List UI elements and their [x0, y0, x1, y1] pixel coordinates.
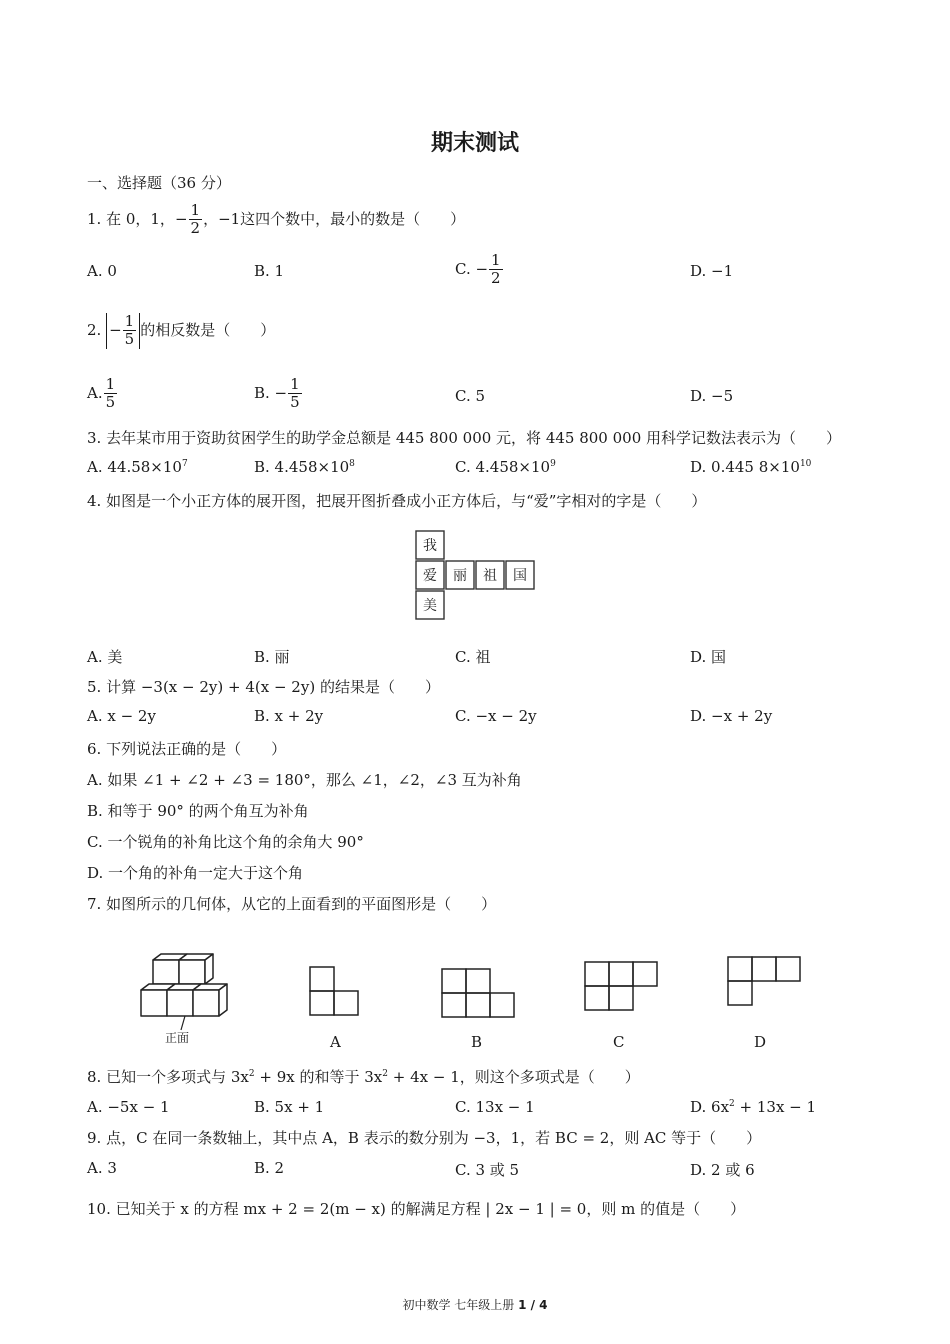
- q7-label-d: D: [754, 1033, 767, 1051]
- page-number: 1 / 4: [518, 1298, 548, 1312]
- q2-num: 2.: [87, 320, 102, 339]
- q9-option-c[interactable]: C. 3 或 5: [455, 1161, 520, 1179]
- q7-d-cell-3: [776, 957, 800, 981]
- q4-option-c[interactable]: C. 祖: [455, 648, 491, 666]
- q7-c-cell-2: [609, 962, 633, 986]
- q3-option-c[interactable]: [455, 458, 556, 476]
- net-char-4: 祖: [483, 568, 497, 584]
- q2-a-den: 5: [105, 393, 116, 412]
- solid-back-face-1: [153, 960, 179, 984]
- q7-figure-b[interactable]: [440, 967, 520, 1022]
- q7-d-cell-2: [752, 957, 776, 981]
- q7-c-cell-3: [633, 962, 657, 986]
- q2-option-d[interactable]: D. −5: [690, 387, 734, 405]
- q7-figure-a[interactable]: [308, 965, 363, 1020]
- q6-option-c[interactable]: C. 一个锐角的补角比这个角的余角大 90°: [87, 833, 364, 851]
- q5-option-b[interactable]: B. x + 2y: [254, 707, 324, 725]
- q5-option-c[interactable]: C. −x − 2y: [455, 707, 537, 725]
- q3-d-exp: 10: [799, 459, 812, 469]
- q2-a-fraction: [104, 376, 118, 412]
- q8-option-d[interactable]: [690, 1098, 816, 1116]
- front-label: 正面: [165, 1031, 190, 1045]
- q1-stem-a: 1. 在 0，1，: [87, 209, 175, 228]
- q8-stem-a: 8. 已知一个多项式与 3x: [87, 1068, 249, 1086]
- q1-option-a[interactable]: A. 0: [87, 262, 117, 280]
- q7-c-cell-4: [585, 986, 609, 1010]
- q2-a-prefix: A.: [87, 383, 103, 402]
- q3-c-exp: 9: [550, 459, 556, 469]
- q7-b-cell-5: [490, 993, 514, 1017]
- page-title: 期末测试: [430, 131, 519, 156]
- q5-option-a[interactable]: A. x − 2y: [87, 707, 156, 725]
- question-7-stem: 7. 如图所示的几何体，从它的上面看到的平面图形是（ ）: [87, 895, 497, 913]
- q7-figure-d[interactable]: [726, 955, 806, 1010]
- q2-b-prefix: B. −: [254, 383, 288, 402]
- q7-b-cell-2: [466, 969, 490, 993]
- q5-option-d[interactable]: D. −x + 2y: [690, 707, 773, 725]
- net-char-1: 我: [423, 538, 437, 554]
- q2-option-b[interactable]: [254, 376, 303, 412]
- q7-a-cell-1: [310, 967, 334, 991]
- q1-frac-num: 1: [190, 201, 201, 219]
- q2-fraction: [123, 313, 137, 349]
- q8-option-a[interactable]: A. −5x − 1: [87, 1098, 170, 1116]
- cube-net-figure: [415, 530, 535, 620]
- q8-stem-b-exp: 2: [382, 1069, 388, 1079]
- q2-frac-den: 5: [124, 330, 135, 349]
- q7-label-b: B: [471, 1033, 483, 1051]
- question-3-stem: 3. 去年某市用于资助贫困学生的助学金总额是 445 800 000 元，将 445 800 000 用科学记数法表示为（ ）: [87, 429, 842, 447]
- q1-c-den: 2: [491, 269, 501, 288]
- q7-label-a: A: [330, 1033, 341, 1051]
- q6-option-a[interactable]: A. 如果 ∠1 + ∠2 + ∠3 = 180°，那么 ∠1，∠2，∠3 互为补角: [87, 771, 522, 789]
- q4-option-d[interactable]: D. 国: [690, 648, 727, 666]
- q2-option-a[interactable]: [87, 376, 118, 412]
- solid-front-face-2: [167, 990, 193, 1016]
- q1-c-prefix: C. −: [455, 259, 489, 278]
- q6-option-b[interactable]: B. 和等于 90° 的两个角互为补角: [87, 802, 309, 820]
- q7-b-cell-4: [466, 993, 490, 1017]
- q4-option-a[interactable]: A. 美: [87, 648, 123, 666]
- q7-c-cell-5: [609, 986, 633, 1010]
- question-9-stem: 9. 点，C 在同一条数轴上，其中点 A，B 表示的数分别为 −3，1，若 BC = 2，则 AC 等于（ ）: [87, 1129, 762, 1147]
- q1-option-c[interactable]: [455, 252, 504, 288]
- question-5-stem: 5. 计算 −3(x − 2y) + 4(x − 2y) 的结果是（ ）: [87, 678, 440, 696]
- solid-front-face-1: [141, 990, 167, 1016]
- footer-text: 初中数学 七年级上册: [402, 1298, 519, 1312]
- q4-option-b[interactable]: B. 丽: [254, 648, 290, 666]
- q1-fraction: [189, 202, 203, 238]
- question-4-stem: 4. 如图是一个小正方体的展开图，把展开图折叠成小正方体后，与“爱”字相对的字是（ ）: [87, 492, 707, 510]
- q2-b-den: 5: [290, 393, 300, 412]
- q1-c-num: 1: [491, 251, 501, 269]
- q8-d-post: + 13x − 1: [734, 1098, 817, 1116]
- q8-option-c[interactable]: C. 13x − 1: [455, 1098, 535, 1116]
- net-char-2: 爱: [423, 568, 437, 584]
- q2-absolute-value: [106, 313, 140, 349]
- q2-frac-num: 1: [124, 312, 135, 330]
- q9-option-b[interactable]: B. 2: [254, 1159, 285, 1177]
- q1-frac-den: 2: [190, 219, 201, 238]
- page-footer: [0, 1296, 950, 1313]
- question-6-stem: 6. 下列说法正确的是（ ）: [87, 740, 287, 758]
- q8-d-pre: D. 6x: [690, 1098, 730, 1116]
- solid-back-face-2: [179, 960, 205, 984]
- q3-option-d[interactable]: [690, 458, 811, 476]
- q1-c-fraction: [489, 252, 503, 288]
- q2-a-num: 1: [105, 375, 116, 393]
- q8-option-b[interactable]: B. 5x + 1: [254, 1098, 325, 1116]
- net-char-3: 丽: [453, 568, 467, 584]
- q3-option-b[interactable]: [254, 458, 355, 476]
- q3-d-base: D. 0.445 8×10: [690, 458, 800, 476]
- q1-stem-b: ，−1这四个数中，最小的数是（ ）: [203, 209, 466, 228]
- q2-b-fraction: [288, 376, 302, 412]
- q8-d-exp: 2: [729, 1099, 735, 1109]
- q7-b-cell-3: [442, 993, 466, 1017]
- q2-option-c[interactable]: C. 5: [455, 387, 486, 405]
- q7-label-c: C: [613, 1033, 625, 1051]
- q3-a-base: A. 44.58×10: [87, 458, 182, 476]
- q9-option-d[interactable]: D. 2 或 6: [690, 1161, 755, 1179]
- q7-c-cell-1: [585, 962, 609, 986]
- q3-option-a[interactable]: [87, 458, 188, 476]
- q1-option-d[interactable]: D. −1: [690, 262, 734, 280]
- question-2-stem: [87, 313, 275, 349]
- front-pointer: [181, 1016, 185, 1030]
- q3-c-base: C. 4.458×10: [455, 458, 551, 476]
- q3-b-exp: 8: [349, 459, 355, 469]
- solid-front-side: [219, 984, 227, 1016]
- q6-option-d[interactable]: D. 一个角的补角一定大于这个角: [87, 864, 304, 882]
- q2-stem-text: 的相反数是（ ）: [140, 320, 276, 339]
- question-8-stem: [87, 1066, 640, 1087]
- section-heading: 一、选择题（36 分）: [87, 174, 231, 192]
- q7-a-cell-3: [334, 991, 358, 1015]
- q7-b-cell-1: [442, 969, 466, 993]
- solid-figure: [135, 950, 245, 1045]
- net-char-5: 国: [513, 568, 527, 584]
- q1-option-b[interactable]: B. 1: [254, 262, 285, 280]
- q2-inner-sign: −: [109, 320, 122, 339]
- net-char-6: 美: [423, 598, 437, 614]
- solid-back-side: [205, 954, 213, 984]
- q8-stem-a-exp: 2: [248, 1069, 255, 1079]
- q8-stem-c: + 4x − 1，则这个多项式是（ ）: [387, 1068, 640, 1086]
- q9-option-a[interactable]: A. 3: [87, 1159, 117, 1177]
- q7-d-cell-1: [728, 957, 752, 981]
- q1-frac-sign: −: [174, 209, 188, 228]
- question-10-stem: 10. 已知关于 x 的方程 mx + 2 = 2(m − x) 的解满足方程 | 2x − 1 | = 0，则 m 的值是（ ）: [87, 1200, 746, 1218]
- q7-a-cell-2: [310, 991, 334, 1015]
- q2-b-num: 1: [290, 375, 300, 393]
- q7-figure-c[interactable]: [583, 960, 663, 1015]
- q7-d-cell-4: [728, 981, 752, 1005]
- solid-front-face-3: [193, 990, 219, 1016]
- question-1-stem: [87, 202, 465, 238]
- q8-stem-b: + 9x 的和等于 3x: [254, 1068, 383, 1086]
- q3-a-exp: 7: [181, 459, 188, 469]
- q3-b-base: B. 4.458×10: [254, 458, 350, 476]
